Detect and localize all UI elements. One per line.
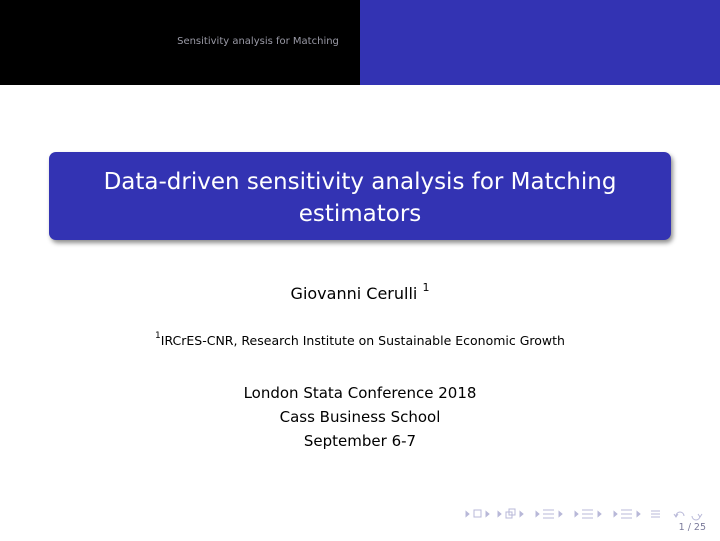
next-part-icon[interactable] (598, 512, 601, 517)
event-name: London Stata Conference 2018 (243, 384, 477, 402)
author-line (0, 281, 720, 303)
event-date: September 6-7 (303, 432, 417, 450)
header-bar (0, 0, 720, 85)
align-icon[interactable] (651, 511, 660, 517)
affiliation-mark: 1 (155, 331, 161, 341)
author-name: Giovanni Cerulli (290, 284, 418, 303)
slide-title (49, 166, 671, 230)
prev-document-icon[interactable] (614, 512, 617, 517)
next-section-icon[interactable] (559, 512, 562, 517)
event-venue: Cass Business School (279, 408, 441, 426)
slide-title-line-2: estimators (298, 201, 422, 227)
prev-section-icon[interactable] (536, 512, 539, 517)
document-icon[interactable] (621, 510, 632, 518)
prev-part-icon[interactable] (575, 512, 578, 517)
back-icon[interactable] (674, 512, 684, 517)
frame-icon[interactable] (474, 510, 481, 517)
title-box (49, 152, 671, 240)
prev-frame-icon[interactable] (466, 512, 469, 517)
author-footnote: 1 (422, 281, 430, 294)
subsection-icon[interactable] (506, 509, 515, 518)
header-short-title: Sensitivity analysis for Matching (177, 36, 339, 47)
affiliation-text: IRCrES-CNR, Research Institute on Sustainable Economic Growth (160, 333, 565, 348)
next-frame-icon[interactable] (486, 512, 489, 517)
next-subsection-icon[interactable] (520, 512, 523, 517)
affiliation-line (0, 333, 720, 348)
slide-title-line-1: Data-driven sensitivity analysis for Matching (103, 169, 617, 195)
section-icon[interactable] (543, 510, 554, 518)
search-icon[interactable] (692, 514, 702, 520)
page-indicator: 1 / 25 (678, 522, 706, 533)
prev-subsection-icon[interactable] (498, 512, 501, 517)
beamer-navigation (465, 507, 713, 521)
event-block (0, 381, 720, 453)
navigation-icons (465, 507, 713, 521)
part-icon[interactable] (582, 510, 593, 518)
next-document-icon[interactable] (637, 512, 640, 517)
